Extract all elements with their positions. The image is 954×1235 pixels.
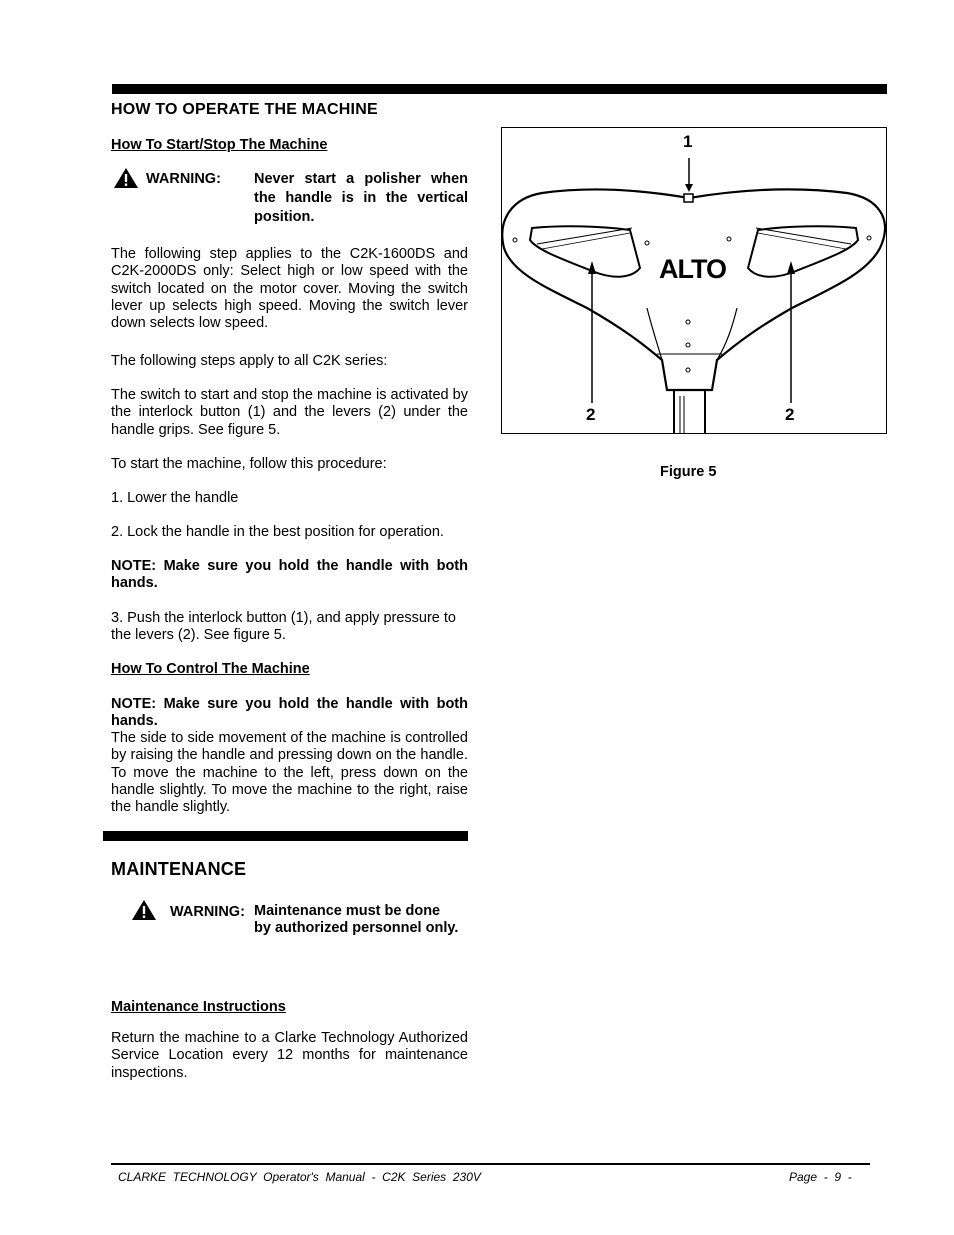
figure-label-1: 1 (683, 132, 693, 151)
para-control: The side to side movement of the machine is controlled by raising the handle and pressing down on the handle. To move the machine to the left, press down on the handle slightly. To move the machine to the right, raise the handle slightly. (111, 730, 468, 816)
top-rule (112, 84, 887, 94)
subtitle-start-stop: How To Start/Stop The Machine (111, 137, 328, 153)
warning-label: WARNING: (170, 904, 245, 920)
para-all-series: The following steps apply to all C2K series: (111, 353, 388, 369)
figure-caption: Figure 5 (660, 464, 717, 480)
para-procedure: To start the machine, follow this procedure: (111, 456, 387, 472)
step-3: 3. Push the interlock button (1), and apply pressure to the levers (2). See figure 5. (111, 610, 456, 644)
section-rule (103, 831, 468, 841)
warning-label: WARNING: (146, 171, 221, 187)
para-switch: The switch to start and stop the machine is activated by the interlock button (1) and the levers (2) under the handle grips. See figure 5. (111, 387, 468, 438)
warning-icon (131, 899, 157, 921)
step-1: 1. Lower the handle (111, 490, 239, 506)
para-instructions: Return the machine to a Clarke Technology Authorized Service Location every 12 months for maintenance inspections. (111, 1030, 468, 1081)
brand-logo: ALTO (659, 254, 726, 284)
section-title-maintenance: MAINTENANCE (111, 859, 247, 879)
section-title-operate: HOW TO OPERATE THE MACHINE (111, 101, 378, 118)
subtitle-control: How To Control The Machine (111, 661, 310, 677)
warning-icon (113, 167, 139, 189)
footer-title: CLARKE TECHNOLOGY Operator's Manual - C2K Series 230V (118, 1170, 481, 1184)
subtitle-instructions: Maintenance Instructions (111, 999, 286, 1015)
para-speed: The following step applies to the C2K-1600DS and C2K-2000DS only: Select high or low speed with the switch located on the motor cover. Moving the switch lever up selects high speed. Moving the switch lever down selects low speed. (111, 246, 468, 332)
page-number: Page - 9 - (789, 1170, 852, 1184)
figure-label-2-right: 2 (785, 405, 795, 424)
figure-5 (501, 127, 887, 434)
footer-rule (111, 1163, 870, 1165)
step-2: 2. Lock the handle in the best position for operation. (111, 524, 444, 540)
warning-text: Never start a polisher when the handle is in the vertical position. (254, 171, 468, 225)
warning-text: Maintenance must be done by authorized personnel only. (254, 903, 459, 936)
note-1: NOTE: Make sure you hold the handle with both hands. (111, 558, 468, 592)
note-2: NOTE: Make sure you hold the handle with both hands. (111, 696, 468, 730)
figure-label-2-left: 2 (586, 405, 596, 424)
